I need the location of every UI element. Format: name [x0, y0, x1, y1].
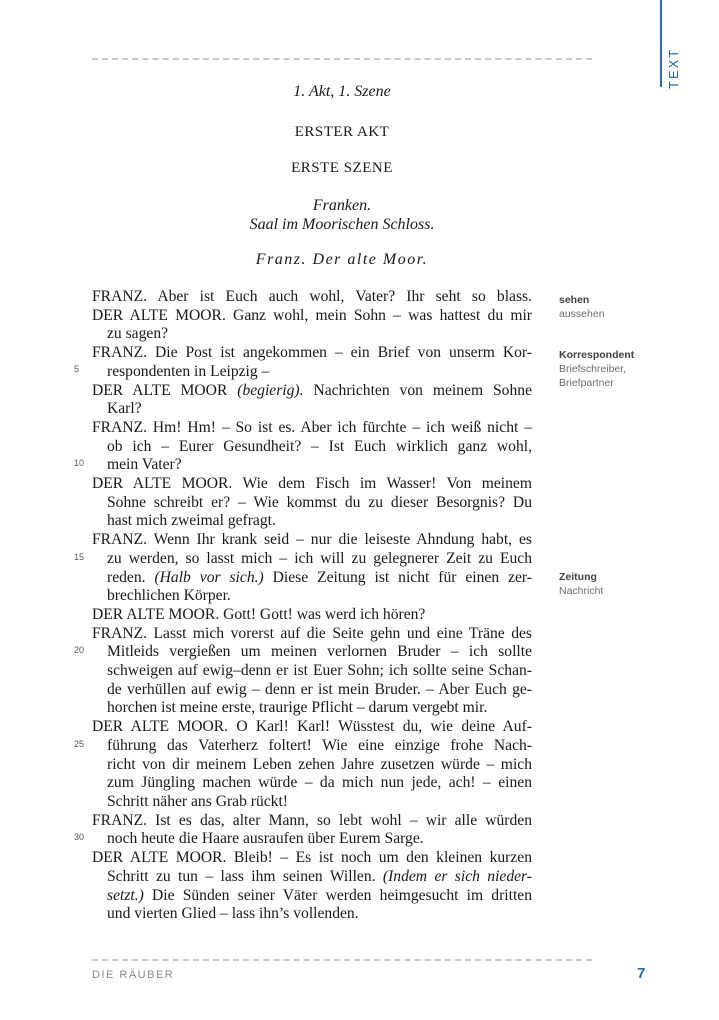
text-line: noch heute die Haare ausraufen über Eurem Sarge. — [107, 830, 424, 848]
speaker-name: DER ALTE MOOR — [92, 381, 238, 399]
line-number: 5 — [74, 364, 80, 374]
text-line — [92, 382, 532, 401]
line-text: Nachrichten von meinem Sohne — [303, 381, 532, 399]
scene-title: ERSTE SZENE — [291, 160, 393, 176]
stage-direction: setzt.) — [107, 886, 144, 904]
gloss-note — [559, 570, 669, 598]
text-line: brechlichen Körper. — [107, 587, 231, 605]
text-line: zum Jüngling machen würde – da mich nun jede, ach! – einen — [107, 774, 532, 792]
top-dashed-rule — [92, 58, 592, 60]
text-line: DER ALTE MOOR. Bleib! – Es ist noch um den kleinen kurzen — [92, 849, 532, 867]
text-line: DER ALTE MOOR. O Karl! Karl! Wüsstest du, wie deine Auf- — [92, 718, 532, 736]
text-line: ob ich – Eurer Gesundheit? – Ist Euch wirklich ganz wohl, — [107, 437, 532, 455]
text-line: FRANZ. Ist es das, alter Mann, so lebt wohl – wir alle würden — [92, 811, 532, 829]
gloss-definition: Nachricht — [559, 585, 604, 597]
text-line: FRANZ. Lasst mich vorerst auf die Seite gehn und eine Träne des — [92, 624, 532, 642]
text-line: FRANZ. Die Post ist angekommen – ein Brief von unserm Kor- — [92, 344, 532, 362]
section-tab-label: TEXT — [666, 47, 681, 89]
text-line: DER ALTE MOOR. Ganz wohl, mein Sohn – was hattest du mir — [92, 306, 532, 324]
text-line: und vierten Glied – lass ihn’s vollenden. — [107, 905, 359, 923]
gloss-term: sehen — [559, 294, 590, 306]
text-line: hast mich zweimal gefragt. — [107, 512, 276, 530]
text-line: de verhüllen auf ewig – denn er ist mein Bruder. – Aber Euch ge- — [107, 680, 532, 698]
text-line: Karl? — [107, 400, 142, 418]
line-number: 25 — [74, 739, 85, 749]
text-line: richt von dir meinem Leben zehen Jahre zusetzen würde – mich — [107, 755, 532, 773]
text-line: schweigen auf ewig–denn er ist Euer Sohn; ich sollte seine Schan- — [107, 662, 532, 680]
line-number: 20 — [74, 645, 85, 655]
gloss-note — [559, 348, 669, 390]
bottom-dashed-rule — [92, 959, 592, 961]
gloss-definition: Briefschreiber, Briefpartner — [559, 363, 627, 389]
text-line: führung das Vaterherz foltert! Wie eine einzige frohe Nach- — [107, 736, 532, 754]
text-line: zu werden, so lasst mich – ich will zu gelegnerer Zeit zu Euch — [107, 549, 532, 567]
text-line: FRANZ. Wenn Ihr krank seid – nur die leiseste Ahndung habt, es — [92, 531, 532, 549]
page-number: 7 — [637, 965, 646, 982]
act-scene-header: 1. Akt, 1. Szene — [293, 83, 391, 100]
setting-line: Franken. — [312, 197, 372, 214]
text-line: FRANZ. Hm! Hm! – So ist es. Aber ich fürchte – ich weiß nicht – — [92, 418, 532, 436]
gloss-term: Zeitung — [559, 571, 597, 583]
line-number: 30 — [74, 832, 85, 842]
stage-setting — [92, 196, 592, 234]
stage-direction: (Indem er sich nieder- — [382, 867, 533, 885]
text-line: horchen ist meine erste, traurige Pflicht – darum vergebt mir. — [107, 699, 488, 717]
stage-direction: (Halb vor sich.) — [154, 568, 264, 586]
text-line: DER ALTE MOOR. Gott! Gott! was werd ich hören? — [92, 605, 426, 623]
play-text — [92, 288, 532, 924]
text-line: mein Vater? — [107, 456, 182, 474]
text-line: Sohne schreibt er? – Wie kommst du zu dieser Besorgnis? Du — [107, 493, 532, 511]
text-line: Mitleids vergießen um meinen verlornen Bruder – ich sollte — [107, 643, 532, 661]
gloss-term: Korrespondent — [559, 349, 635, 361]
line-number: 10 — [74, 458, 85, 468]
setting-line: Saal im Moorischen Schloss. — [249, 216, 435, 233]
gloss-definition: aussehen — [559, 308, 605, 320]
line-text: reden. — [107, 568, 155, 586]
text-line: Schritt näher ans Grab rückt! — [107, 792, 288, 810]
line-text: Diese Zeitung ist nicht für einen zer- — [263, 568, 532, 586]
tab-marker-line — [660, 0, 662, 87]
text-line: DER ALTE MOOR. Wie dem Fisch im Wasser! Von meinem — [92, 475, 532, 493]
line-number: 15 — [74, 552, 85, 562]
text-line: zu sagen? — [107, 325, 169, 343]
text-line: respondenten in Leipzig – — [107, 362, 270, 380]
text-line — [92, 569, 532, 588]
text-line — [92, 868, 532, 887]
stage-direction: (begierig). — [237, 381, 304, 399]
act-title: ERSTER AKT — [294, 124, 390, 140]
line-text: Schritt zu tun – lass ihm seinen Willen. — [107, 867, 383, 885]
line-text: Die Sünden seiner Väter werden heimgesucht im dritten — [143, 886, 532, 904]
characters-line: Franz. Der alte Moor. — [255, 251, 429, 268]
text-line — [92, 887, 532, 906]
gloss-note — [559, 293, 669, 321]
text-line: FRANZ. Aber ist Euch auch wohl, Vater? Ihr seht so blass. — [92, 288, 532, 305]
book-title: DIE RÄUBER — [92, 969, 175, 981]
